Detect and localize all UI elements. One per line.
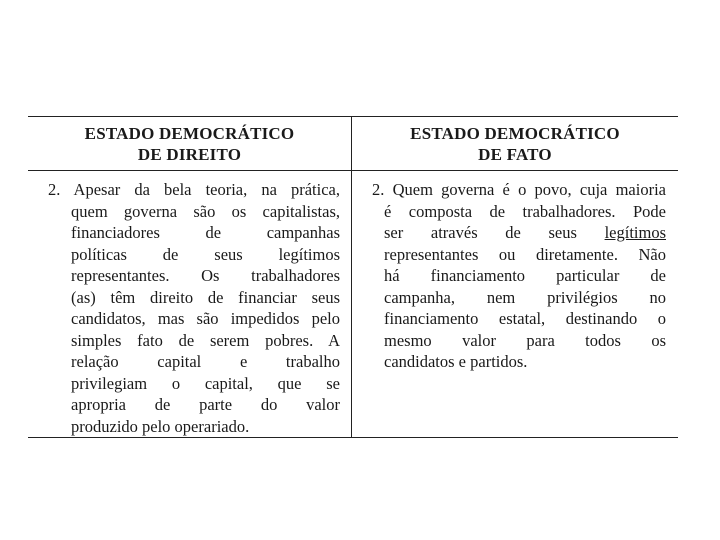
left-column-text [48, 179, 340, 437]
left-text-line: financiadores de campanhas [71, 223, 340, 242]
left-text-line: (as) têm direito de financiar seus [71, 287, 340, 307]
right-column-text [372, 179, 666, 373]
header-right-line-2: DE FATO [478, 145, 552, 164]
right-text-fragment: ser através de seus [384, 223, 577, 242]
right-text-line: candidatos e partidos. [384, 352, 528, 371]
underlined-word: legítimos [604, 223, 666, 242]
right-text-line: campanha, nem privilégios no [384, 287, 666, 307]
left-text-line: 2. Apesar da bela teoria, na prática, [48, 180, 340, 199]
header-right [352, 123, 678, 169]
right-text-line: 2. Quem governa é o povo, cuja maioria [372, 180, 666, 199]
left-text-line: relação capital e trabalho [71, 352, 340, 371]
right-text-line-with-underline [372, 222, 666, 244]
left-text-line: apropria de parte do valor [71, 395, 340, 414]
header-divider [28, 170, 678, 171]
right-text-line: há financiamento particular de [384, 266, 666, 285]
left-text-line: simples fato de serem pobres. A [71, 330, 340, 350]
header-right-line-1: ESTADO DEMOCRÁTICO [410, 124, 620, 143]
left-text-line: quem governa são os capitalistas, [71, 201, 340, 221]
left-text-line: candidatos, mas são impedidos pelo [71, 309, 340, 328]
left-text-line: produzido pelo operariado. [71, 416, 250, 436]
right-text-line: é composta de trabalhadores. Pode [384, 201, 666, 221]
header-left-line-1: ESTADO DEMOCRÁTICO [84, 124, 295, 143]
header-left-line-2: DE DIREITO [137, 145, 242, 164]
left-text-line: representantes. Os trabalhadores [71, 266, 340, 285]
right-text-line: mesmo valor para todos os [384, 330, 666, 350]
left-text-line: políticas de seus legítimos [71, 244, 340, 264]
right-text-line: representantes ou diretamente. Não [384, 244, 666, 264]
right-text-line: financiamento estatal, destinando o [384, 309, 666, 328]
header-left [28, 123, 351, 169]
left-text-line: privilegiam o capital, que se [71, 373, 340, 393]
comparison-table [28, 116, 678, 438]
